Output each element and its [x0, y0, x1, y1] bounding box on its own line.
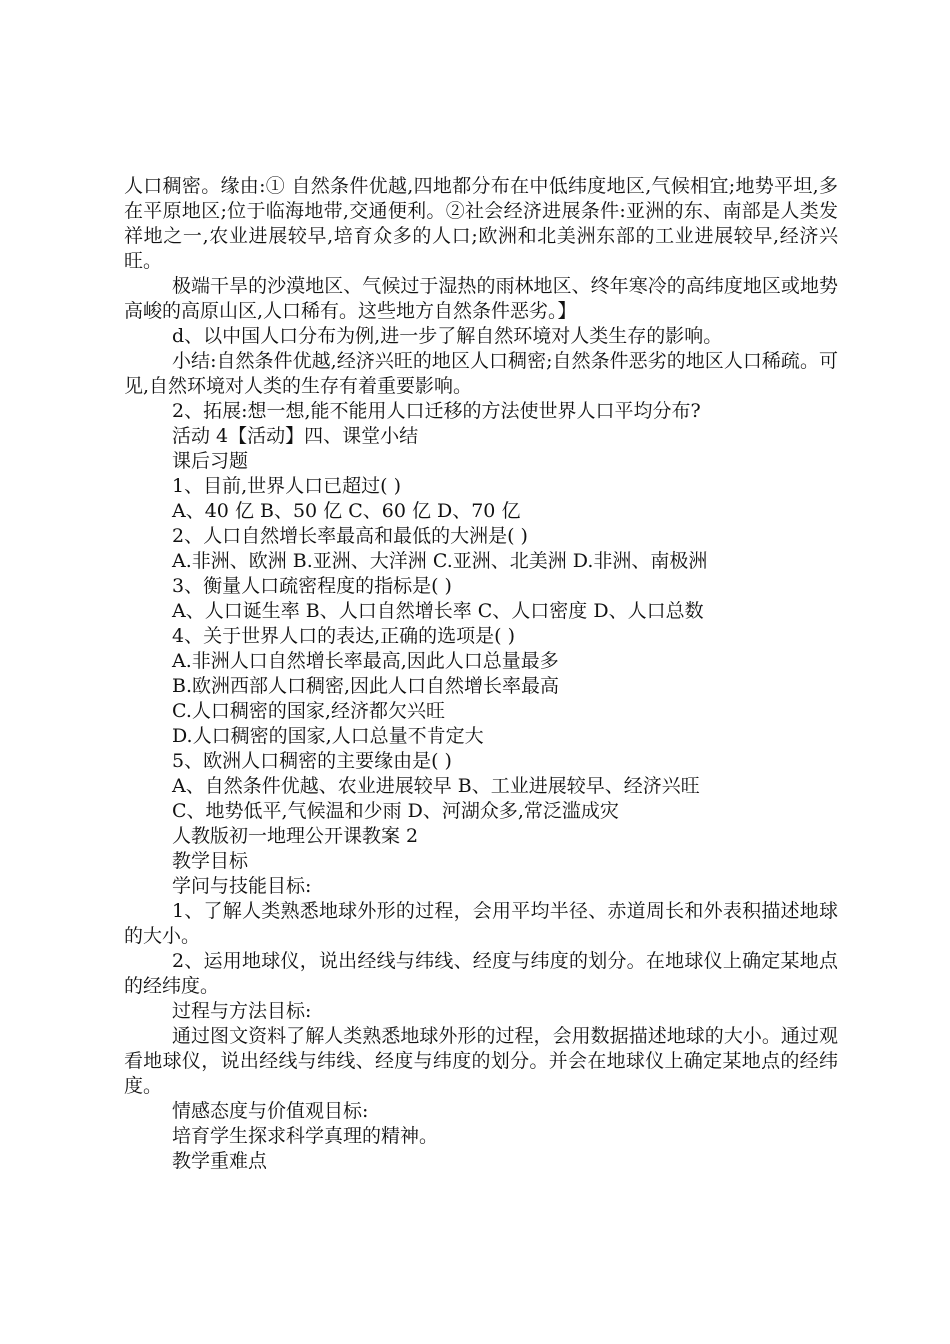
section-heading-exercises: 课后习题	[172, 450, 249, 472]
subheading-knowledge-skills: 学问与技能目标:	[172, 875, 312, 897]
question-1: 1、目前,世界人口已超过( )	[172, 475, 401, 497]
paragraph-3: d、以中国人口分布为例,进一步了解自然环境对人类生存的影响。	[172, 325, 723, 347]
paragraph-4: 小结:自然条件优越,经济兴旺的地区人口稠密;自然条件恶劣的地区人口稀疏。可见,自然环境对人类的生存有着重要影响。	[124, 350, 838, 397]
lesson-plan-title: 人教版初一地理公开课教案 2	[172, 825, 419, 847]
question-2: 2、人口自然增长率最高和最低的大洲是( )	[172, 525, 528, 547]
question-4-option-c: C.人口稠密的国家,经济都欠兴旺	[172, 700, 445, 722]
question-4-option-b: B.欧洲西部人口稠密,因此人口自然增长率最高	[172, 675, 560, 697]
subheading-process-methods: 过程与方法目标:	[172, 1000, 312, 1022]
section-heading-key-points: 教学重难点	[172, 1150, 268, 1172]
attitudes-values-text: 培育学生探求科学真理的精神。	[172, 1125, 439, 1147]
question-4-option-a: A.非洲人口自然增长率最高,因此人口总量最多	[172, 650, 559, 672]
paragraph-2: 极端干旱的沙漠地区、气候过于湿热的雨林地区、终年寒冷的高纬度地区或地势高峻的高原山区,人口稀有。这些地方自然条件恶劣。】	[124, 275, 838, 322]
question-5-options-ab: A、自然条件优越、农业进展较早 B、工业进展较早、经济兴旺	[172, 775, 700, 797]
question-4-option-d: D.人口稠密的国家,人口总量不肯定大	[172, 725, 484, 747]
objective-2: 2、运用地球仪，说出经线与纬线、经度与纬度的划分。在地球仪上确定某地点的经纬度。	[124, 950, 838, 997]
document-page	[124, 174, 838, 1174]
paragraph-5: 2、拓展:想一想,能不能用人口迁移的方法使世界人口平均分布?	[172, 400, 701, 422]
question-3: 3、衡量人口疏密程度的指标是( )	[172, 575, 452, 597]
question-5: 5、欧洲人口稠密的主要缘由是( )	[172, 750, 452, 772]
paragraph-6: 活动 4【活动】四、课堂小结	[172, 425, 419, 447]
question-1-options: A、40 亿 B、50 亿 C、60 亿 D、70 亿	[172, 500, 521, 522]
process-methods-text: 通过图文资料了解人类熟悉地球外形的过程，会用数据描述地球的大小。通过观看地球仪，说出经线与纬线、经度与纬度的划分。并会在地球仪上确定某地点的经纬度。	[124, 1025, 838, 1097]
objective-1: 1、了解人类熟悉地球外形的过程，会用平均半径、赤道周长和外表积描述地球的大小。	[124, 900, 838, 947]
paragraph-1: 人口稠密。缘由:① 自然条件优越,四地都分布在中低纬度地区,气候相宜;地势平坦,多在平原地区;位于临海地带,交通便利。②社会经济进展条件:亚洲的东、南部是人类发祥地之一,农业进展较早,培育众多的人口;欧洲和北美洲东部的工业进展较早,经济兴旺。	[124, 175, 838, 272]
question-3-options: A、人口诞生率 B、人口自然增长率 C、人口密度 D、人口总数	[172, 600, 704, 622]
section-heading-objectives: 教学目标	[172, 850, 249, 872]
question-5-options-cd: C、地势低平,气候温和少雨 D、河湖众多,常泛滥成灾	[172, 800, 619, 822]
question-2-options: A.非洲、欧洲 B.亚洲、大洋洲 C.亚洲、北美洲 D.非洲、南极洲	[172, 550, 708, 572]
subheading-attitudes-values: 情感态度与价值观目标:	[172, 1100, 369, 1122]
question-4: 4、关于世界人口的表达,正确的选项是( )	[172, 625, 515, 647]
